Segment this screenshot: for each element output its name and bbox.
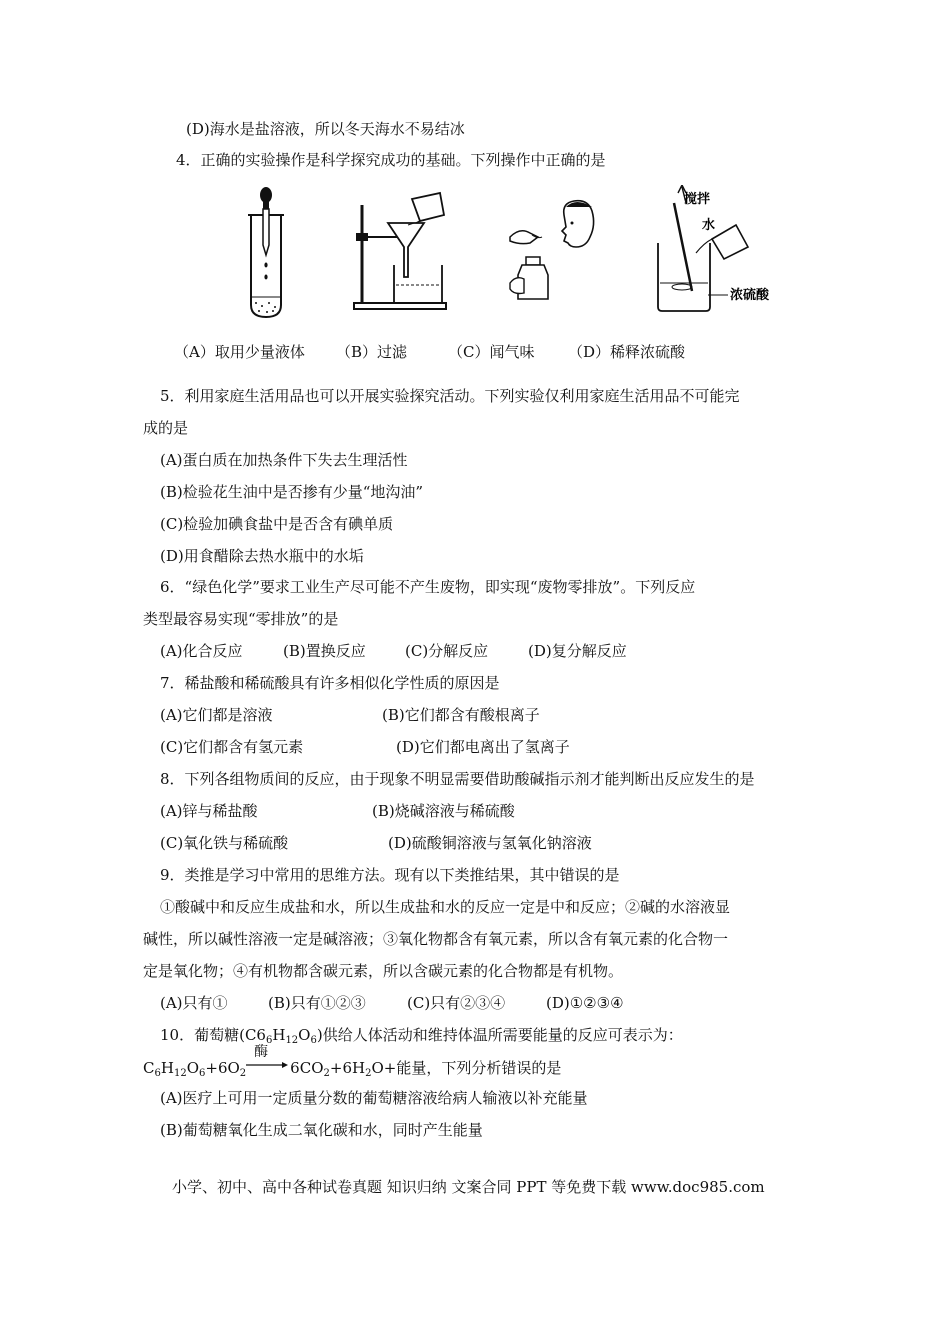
q7-option-a: (A)它们都是溶液	[160, 706, 273, 724]
q8-option-d: (D)硫酸铜溶液与氢氧化钠溶液	[388, 834, 592, 852]
label-stir: 搅拌	[684, 192, 711, 207]
q9-stem: 9．类推是学习中常用的思维方法。现有以下类推结果，其中错误的是	[160, 866, 620, 884]
q6-option-c: (C)分解反应	[405, 642, 489, 660]
q4-caption-b: （B）过滤	[336, 343, 408, 361]
q5-option-c: (C)检验加碘食盐中是否含有碘单质	[160, 515, 394, 533]
q5-stem-2: 成的是	[143, 419, 189, 437]
q7-stem: 7．稀盐酸和稀硫酸具有许多相似化学性质的原因是	[160, 674, 500, 692]
catalyst-label: 酶	[254, 1044, 269, 1060]
q6-option-a: (A)化合反应	[160, 642, 243, 660]
q4-caption-d: （D）稀释浓硫酸	[568, 343, 686, 361]
figure-dilution	[652, 185, 772, 315]
q5-stem-1: 5．利用家庭生活用品也可以开展实验探究活动。下列实验仅利用家庭生活用品不可能完	[160, 387, 740, 405]
q7-option-d: (D)它们都电离出了氢离子	[396, 738, 570, 756]
q5-option-d: (D)用食醋除去热水瓶中的水垢	[160, 547, 364, 565]
q10-option-a: (A)医疗上可用一定质量分数的葡萄糖溶液给病人输液以补充能量	[160, 1089, 588, 1107]
q9-body-1: ①酸碱中和反应生成盐和水，所以生成盐和水的反应一定是中和反应；②碱的水溶液显	[160, 898, 731, 916]
q6-option-d: (D)复分解反应	[528, 642, 627, 660]
q8-stem: 8．下列各组物质间的反应，由于现象不明显需要借助酸碱指示剂才能判断出反应发生的是	[160, 770, 755, 788]
figure-dropper-test-tube	[236, 185, 296, 320]
q10-option-b: (B)葡萄糖氧化生成二氧化碳和水，同时产生能量	[160, 1121, 483, 1139]
q10-equation: $C_6H_{12}O_6+6O_2$ 酶 $6CO_2+6H_2O+$能量，下列分析错误的是	[143, 1044, 562, 1079]
q9-option-a: (A)只有①	[160, 994, 228, 1012]
q4-caption-a: （A）取用少量液体	[174, 343, 305, 361]
q4-stem: 4．正确的实验操作是科学探究成功的基础。下列操作中正确的是	[176, 151, 606, 169]
page-footer: 小学、初中、高中各种试卷真题 知识归纳 文案合同 PPT 等免费下载 www.doc985.com	[172, 1178, 765, 1196]
q8-option-a: (A)锌与稀盐酸	[160, 802, 258, 820]
q3-option-d: (D)海水是盐溶液，所以冬天海水不易结冰	[186, 120, 465, 138]
q9-option-b: (B)只有①②③	[268, 994, 366, 1012]
q9-option-d: (D)①②③④	[546, 994, 624, 1012]
q9-option-c: (C)只有②③④	[407, 994, 506, 1012]
q6-stem-1: 6．“绿色化学”要求工业生产尽可能不产生废物，即实现“废物零排放”。下列反应	[160, 578, 696, 596]
q5-option-b: (B)检验花生油中是否掺有少量“地沟油”	[160, 483, 424, 501]
q8-option-c: (C)氧化铁与稀硫酸	[160, 834, 289, 852]
figure-filtration	[346, 185, 456, 310]
reaction-arrow	[246, 1044, 290, 1078]
q8-option-b: (B)烧碱溶液与稀硫酸	[372, 802, 515, 820]
q7-option-b: (B)它们都含有酸根离子	[382, 706, 540, 724]
q9-body-2: 碱性，所以碱性溶液一定是碱溶液；③氧化物都含有氧元素，所以含有氧元素的化合物一	[143, 930, 729, 948]
q9-body-3: 定是氧化物；④有机物都含碳元素，所以含碳元素的化合物都是有机物。	[143, 962, 624, 980]
q6-option-b: (B)置换反应	[283, 642, 366, 660]
label-conc-acid: 浓硫酸	[730, 288, 770, 303]
figure-smelling	[502, 185, 602, 305]
q7-option-c: (C)它们都含有氢元素	[160, 738, 304, 756]
q4-caption-c: （C）闻气味	[448, 343, 535, 361]
q5-option-a: (A)蛋白质在加热条件下失去生理活性	[160, 451, 408, 469]
label-water: 水	[702, 218, 716, 233]
q10-stem: 10．葡萄糖$(C6_6H_{12}O_6)$供给人体活动和维持体温所需要能量的反应可表示为：	[160, 1026, 683, 1046]
q6-stem-2: 类型最容易实现“零排放”的是	[143, 610, 339, 628]
